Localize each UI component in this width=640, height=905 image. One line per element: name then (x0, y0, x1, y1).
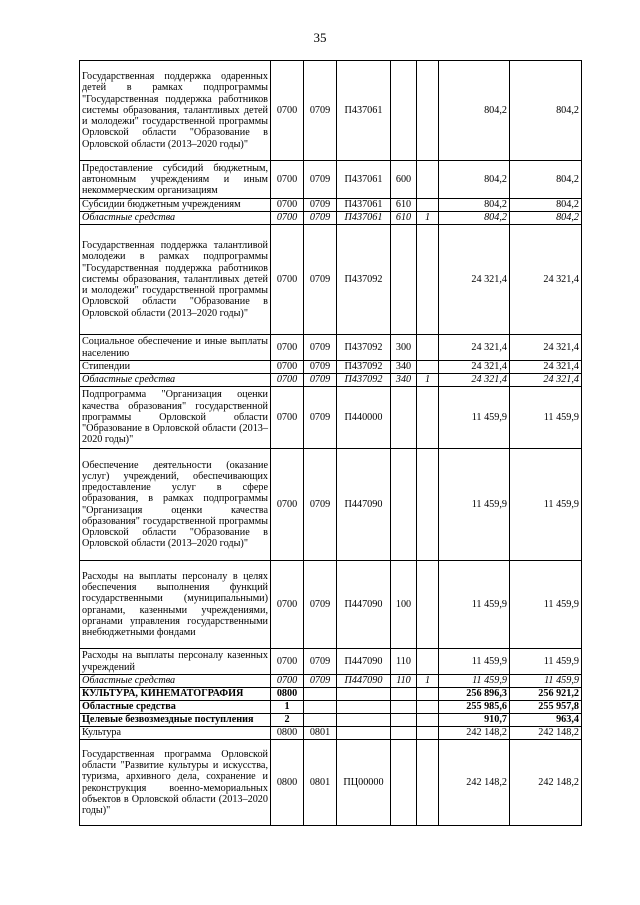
row-target-article: П437061 (337, 161, 391, 199)
row-expense-type (391, 701, 417, 714)
row-funding-source (417, 701, 439, 714)
row-subsection: 0709 (304, 374, 337, 387)
row-amount-year2: 256 921,2 (510, 688, 582, 701)
row-funding-source (417, 649, 439, 675)
row-funding-source (417, 199, 439, 212)
row-amount-year2: 24 321,4 (510, 335, 582, 361)
row-name: КУЛЬТУРА, КИНЕМАТОГРАФИЯ (80, 688, 271, 701)
row-target-article (337, 727, 391, 740)
row-target-article (337, 701, 391, 714)
row-amount-year2: 963,4 (510, 714, 582, 727)
row-name: Областные средства (80, 675, 271, 688)
row-amount-year2: 11 459,9 (510, 449, 582, 561)
row-name: Целевые безвозмездные поступления (80, 714, 271, 727)
row-target-article (337, 714, 391, 727)
row-section: 0800 (271, 727, 304, 740)
row-name: Областные средства (80, 374, 271, 387)
row-subsection: 0709 (304, 225, 337, 335)
row-section: 2 (271, 714, 304, 727)
row-target-article: ПЦ00000 (337, 740, 391, 826)
row-funding-source (417, 449, 439, 561)
row-name: Государственная поддержка одаренных детей в рамках подпрограммы "Государственная поддержка работников системы образования, талантливых детей и молодежи" государственной программы Орловской области "Образование в Орловской области (2013–2020 годы)" (80, 61, 271, 161)
row-expense-type: 110 (391, 675, 417, 688)
table-row (80, 714, 582, 727)
table-row (80, 225, 582, 335)
row-expense-type (391, 61, 417, 161)
row-amount-year2: 804,2 (510, 212, 582, 225)
row-section: 0700 (271, 449, 304, 561)
row-name: Государственная поддержка талантливой молодежи в рамках подпрограммы "Государственная поддержка работников системы образования, талантливых детей и молодежи" государственной программы Орловской области "Образование в Орловской области (2013–2020 годы)" (80, 225, 271, 335)
row-section: 0700 (271, 161, 304, 199)
row-target-article: П437061 (337, 212, 391, 225)
row-section: 0700 (271, 225, 304, 335)
table-row (80, 701, 582, 714)
row-subsection: 0709 (304, 387, 337, 449)
row-name: Стипендии (80, 361, 271, 374)
row-subsection: 0709 (304, 199, 337, 212)
row-subsection (304, 714, 337, 727)
row-target-article: П447090 (337, 675, 391, 688)
row-funding-source (417, 740, 439, 826)
row-name: Социальное обеспечение и иные выплаты населению (80, 335, 271, 361)
row-amount-year1: 11 459,9 (439, 561, 510, 649)
table-row (80, 727, 582, 740)
table-row (80, 675, 582, 688)
row-target-article: П437092 (337, 225, 391, 335)
row-amount-year2: 242 148,2 (510, 740, 582, 826)
row-funding-source (417, 387, 439, 449)
row-name: Областные средства (80, 212, 271, 225)
row-funding-source: 1 (417, 374, 439, 387)
row-expense-type: 100 (391, 561, 417, 649)
row-amount-year1: 256 896,3 (439, 688, 510, 701)
row-amount-year2: 11 459,9 (510, 649, 582, 675)
row-subsection: 0709 (304, 649, 337, 675)
row-expense-type (391, 688, 417, 701)
row-amount-year1: 804,2 (439, 212, 510, 225)
row-amount-year1: 804,2 (439, 161, 510, 199)
row-amount-year2: 804,2 (510, 199, 582, 212)
row-name: Предоставление субсидий бюджетным, автономным учреждениям и иным некоммерческим организациям (80, 161, 271, 199)
row-subsection (304, 701, 337, 714)
row-subsection: 0709 (304, 449, 337, 561)
row-subsection: 0709 (304, 561, 337, 649)
row-amount-year1: 11 459,9 (439, 387, 510, 449)
row-amount-year1: 804,2 (439, 199, 510, 212)
row-target-article: П437092 (337, 374, 391, 387)
row-section: 0700 (271, 361, 304, 374)
row-expense-type: 600 (391, 161, 417, 199)
row-subsection: 0709 (304, 335, 337, 361)
table-row (80, 335, 582, 361)
row-section: 0800 (271, 740, 304, 826)
row-amount-year2: 24 321,4 (510, 374, 582, 387)
row-target-article: П447090 (337, 449, 391, 561)
table-row (80, 61, 582, 161)
table-row (80, 740, 582, 826)
row-target-article: П437092 (337, 335, 391, 361)
row-expense-type (391, 727, 417, 740)
table-row (80, 387, 582, 449)
row-section: 0700 (271, 335, 304, 361)
row-funding-source: 1 (417, 212, 439, 225)
row-subsection: 0709 (304, 361, 337, 374)
row-name: Субсидии бюджетным учреждениям (80, 199, 271, 212)
row-amount-year2: 24 321,4 (510, 361, 582, 374)
row-target-article: П447090 (337, 649, 391, 675)
row-amount-year2: 804,2 (510, 161, 582, 199)
row-amount-year2: 255 957,8 (510, 701, 582, 714)
row-target-article: П437061 (337, 199, 391, 212)
row-expense-type: 610 (391, 199, 417, 212)
row-section: 0700 (271, 387, 304, 449)
row-funding-source (417, 361, 439, 374)
row-target-article (337, 688, 391, 701)
table-row (80, 449, 582, 561)
row-subsection: 0709 (304, 675, 337, 688)
row-name: Культура (80, 727, 271, 740)
row-target-article: П437092 (337, 361, 391, 374)
row-section: 0700 (271, 561, 304, 649)
row-funding-source (417, 714, 439, 727)
row-expense-type (391, 740, 417, 826)
row-funding-source (417, 161, 439, 199)
row-amount-year1: 24 321,4 (439, 361, 510, 374)
row-name: Расходы на выплаты персоналу в целях обеспечения выполнения функций государственными (муниципальными) органами, казенными учреждениями, органами управления государственными внебюджетными фондами (80, 561, 271, 649)
table-row (80, 688, 582, 701)
budget-table (79, 60, 582, 826)
row-amount-year2: 24 321,4 (510, 225, 582, 335)
row-target-article: П447090 (337, 561, 391, 649)
row-funding-source (417, 561, 439, 649)
table-row (80, 199, 582, 212)
row-amount-year1: 11 459,9 (439, 649, 510, 675)
row-expense-type (391, 225, 417, 335)
row-name: Подпрограмма "Организация оценки качества образования" государственной программы Орловской области "Образование в Орловской области (2013–2020 годы)" (80, 387, 271, 449)
row-section: 0700 (271, 199, 304, 212)
row-amount-year1: 242 148,2 (439, 727, 510, 740)
row-funding-source (417, 727, 439, 740)
row-expense-type (391, 449, 417, 561)
row-subsection: 0709 (304, 161, 337, 199)
row-funding-source: 1 (417, 675, 439, 688)
row-expense-type: 300 (391, 335, 417, 361)
row-expense-type: 340 (391, 361, 417, 374)
row-subsection: 0801 (304, 727, 337, 740)
row-amount-year2: 11 459,9 (510, 387, 582, 449)
row-name: Обеспечение деятельности (оказание услуг) учреждений, обеспечивающих предоставление услуг в сфере образования, в рамках подпрограммы "Организация оценки качества образования" государственной программы Орловской области "Образование в Орловской области (2013–2020 годы)" (80, 449, 271, 561)
row-section: 1 (271, 701, 304, 714)
table-row (80, 649, 582, 675)
row-name: Областные средства (80, 701, 271, 714)
row-name: Расходы на выплаты персоналу казенных учреждений (80, 649, 271, 675)
row-amount-year1: 804,2 (439, 61, 510, 161)
row-expense-type: 110 (391, 649, 417, 675)
row-section: 0700 (271, 61, 304, 161)
row-expense-type: 340 (391, 374, 417, 387)
row-funding-source (417, 688, 439, 701)
row-funding-source (417, 61, 439, 161)
row-section: 0800 (271, 688, 304, 701)
table-row (80, 561, 582, 649)
row-amount-year2: 11 459,9 (510, 561, 582, 649)
row-funding-source (417, 225, 439, 335)
row-amount-year2: 242 148,2 (510, 727, 582, 740)
row-amount-year1: 255 985,6 (439, 701, 510, 714)
row-amount-year1: 11 459,9 (439, 675, 510, 688)
row-section: 0700 (271, 649, 304, 675)
row-amount-year1: 11 459,9 (439, 449, 510, 561)
row-subsection (304, 688, 337, 701)
row-subsection: 0709 (304, 212, 337, 225)
row-expense-type: 610 (391, 212, 417, 225)
row-amount-year2: 11 459,9 (510, 675, 582, 688)
row-section: 0700 (271, 374, 304, 387)
row-amount-year1: 24 321,4 (439, 335, 510, 361)
row-section: 0700 (271, 212, 304, 225)
row-target-article: П437061 (337, 61, 391, 161)
row-section: 0700 (271, 675, 304, 688)
page-number: 35 (313, 30, 327, 45)
row-amount-year1: 24 321,4 (439, 225, 510, 335)
row-amount-year1: 242 148,2 (439, 740, 510, 826)
row-expense-type (391, 714, 417, 727)
row-amount-year2: 804,2 (510, 61, 582, 161)
row-amount-year1: 910,7 (439, 714, 510, 727)
row-target-article: П440000 (337, 387, 391, 449)
table-row (80, 374, 582, 387)
row-amount-year1: 24 321,4 (439, 374, 510, 387)
row-name: Государственная программа Орловской области "Развитие культуры и искусства, туризма, архивного дела, сохранение и реконструкция военно-мемориальных объектов в Орловской области (2013–2020 годы)" (80, 740, 271, 826)
table-row (80, 361, 582, 374)
row-subsection: 0801 (304, 740, 337, 826)
table-row (80, 161, 582, 199)
row-funding-source (417, 335, 439, 361)
row-subsection: 0709 (304, 61, 337, 161)
table-row (80, 212, 582, 225)
row-expense-type (391, 387, 417, 449)
